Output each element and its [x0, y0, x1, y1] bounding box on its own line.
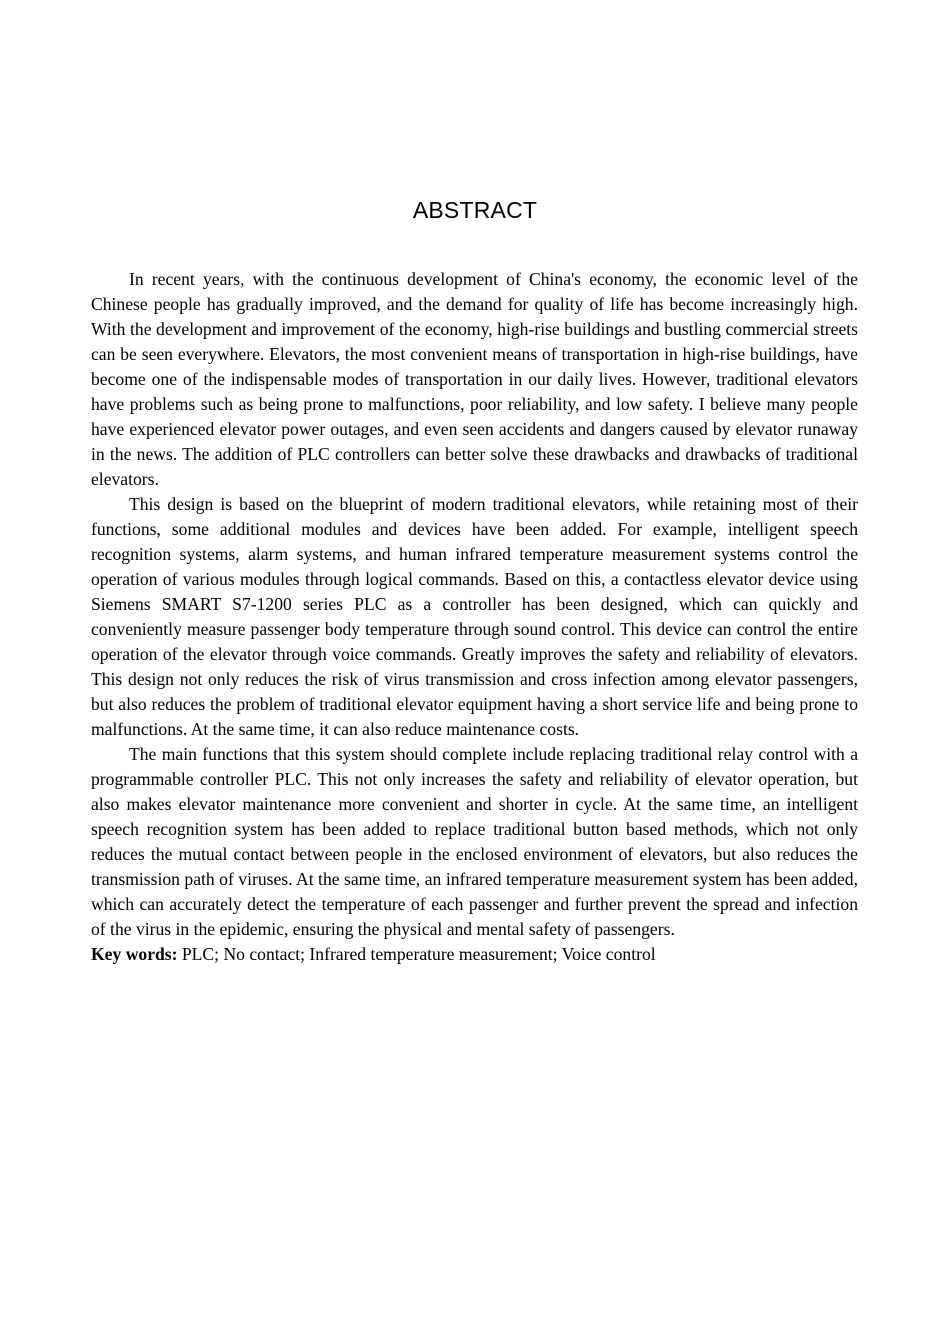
keywords-line	[91, 942, 858, 967]
keywords-label: Key words:	[91, 944, 178, 964]
page-title: ABSTRACT	[412, 197, 538, 223]
abstract-body	[91, 267, 858, 967]
keywords-text: PLC; No contact; Infrared temperature measurement; Voice control	[177, 944, 656, 964]
abstract-paragraph-2: This design is based on the blueprint of modern traditional elevators, while retaining most of their functions, some additional modules and devices have been added. For example, intelligent speech recognition systems, alarm systems, and human infrared temperature measurement systems control the operation of various modules through logical commands. Based on this, a contactless elevator device using Siemens SMART S7-1200 series PLC as a controller has been designed, which can quickly and conveniently measure passenger body temperature through sound control. This device can control the entire operation of the elevator through voice commands. Greatly improves the safety and reliability of elevators. This design not only reduces the risk of virus transmission and cross infection among elevator passengers, but also reduces the problem of traditional elevator equipment having a short service life and being prone to malfunctions. At the same time, it can also reduce maintenance costs.	[91, 494, 858, 739]
abstract-paragraph-1: In recent years, with the continuous development of China's economy, the economic level of the Chinese people has gradually improved, and the demand for quality of life has become increasingly high. With the development and improvement of the economy, high-rise buildings and bustling commercial streets can be seen everywhere. Elevators, the most convenient means of transportation in high-rise buildings, have become one of the indispensable modes of transportation in our daily lives. However, traditional elevators have problems such as being prone to malfunctions, poor reliability, and low safety. I believe many people have experienced elevator power outages, and even seen accidents and dangers caused by elevator runaway in the news. The addition of PLC controllers can better solve these drawbacks and drawbacks of traditional elevators.	[91, 269, 858, 489]
abstract-paragraph-3: The main functions that this system should complete include replacing traditional relay control with a programmable controller PLC. This not only increases the safety and reliability of elevator operation, but also makes elevator maintenance more convenient and shorter in cycle. At the same time, an intelligent speech recognition system has been added to replace traditional button based methods, which not only reduces the mutual contact between people in the enclosed environment of elevators, but also reduces the transmission path of viruses. At the same time, an infrared temperature measurement system has been added, which can accurately detect the temperature of each passenger and further prevent the spread and infection of the virus in the epidemic, ensuring the physical and mental safety of passengers.	[91, 744, 858, 939]
